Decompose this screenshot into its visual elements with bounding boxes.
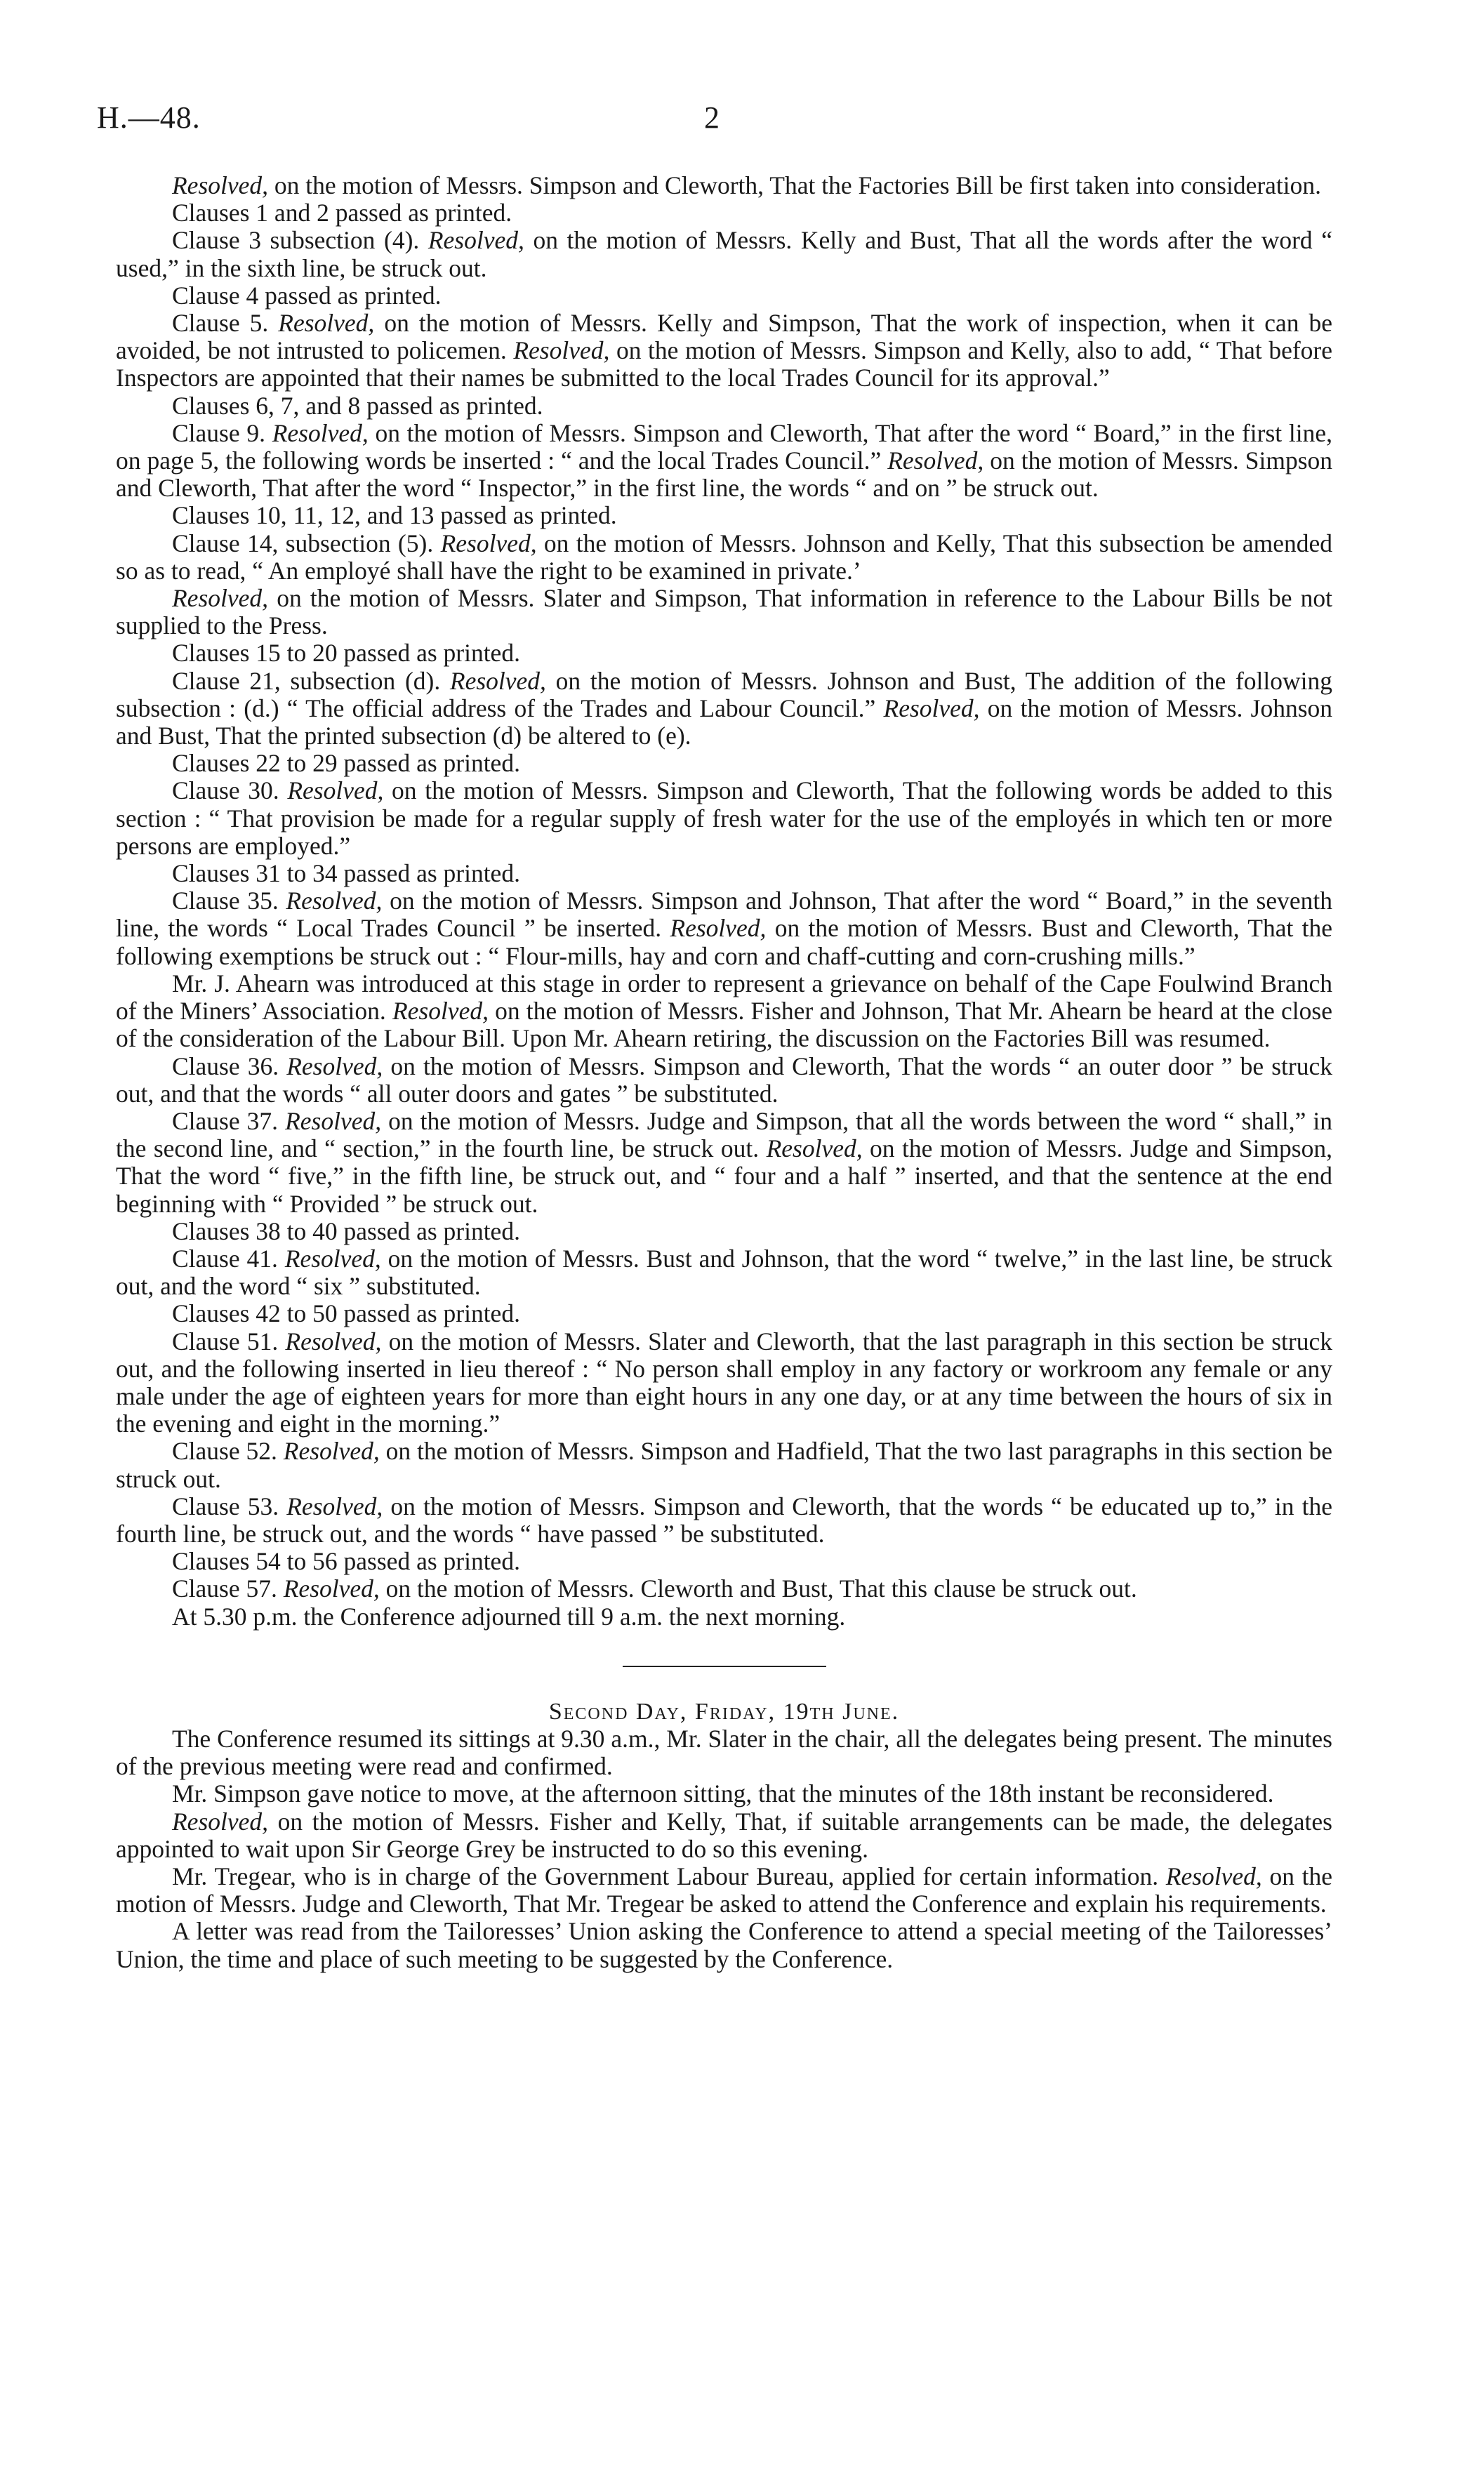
resolved-lead: Resolved,	[286, 887, 383, 915]
resolved-lead: Resolved,	[284, 1244, 381, 1273]
resolved-lead: Resolved,	[283, 1574, 380, 1603]
paragraph-text: on the motion of Messrs. Simpson and Cleworth, that the words “ be educated up to,” in the fourth line, be struck out, and the words “ have passed ” be substituted.	[116, 1492, 1332, 1548]
paragraph-text: Mr. Simpson gave notice to move, at the afternoon sitting, that the minutes of the 18th instant be reconsidered.	[172, 1779, 1274, 1808]
clause-prefix: Clause 3 subsection (4).	[172, 226, 428, 255]
paragraph-text: Clauses 6, 7, and 8 passed as printed.	[172, 391, 543, 420]
resolved-lead: Resolved,	[172, 171, 269, 199]
paragraph-text: on the motion of Messrs. Simpson and Cleworth, That after the word “ Board,” in the first line, on page 5, the following words be inserted : “ and the local Trades Council.”	[116, 418, 1332, 475]
paragraph-text: on the motion of Messrs. Simpson and Cleworth, That after the word “ Inspector,” in the first line, the words “ and on ” be struck out.	[116, 446, 1333, 503]
paragraph	[116, 668, 1332, 750]
paragraph	[116, 777, 1332, 860]
resolved-lead: Resolved,	[883, 694, 980, 722]
clause-prefix: Clause 51.	[172, 1327, 286, 1355]
page-number: 2	[704, 100, 720, 135]
document-body	[116, 172, 1332, 1973]
clause-prefix: Clause 41.	[172, 1244, 285, 1273]
paragraph	[116, 282, 1332, 310]
paragraph-text: The Conference resumed its sittings at 9.30 a.m., Mr. Slater in the chair, all the delegates being present. The minutes of the previous meeting were read and confirmed.	[116, 1724, 1332, 1781]
resolved-lead: Resolved,	[440, 529, 537, 557]
resolved-lead: Resolved,	[278, 309, 375, 338]
resolved-lead: Resolved,	[766, 1134, 863, 1163]
resolved-lead: Resolved,	[287, 776, 384, 805]
resolved-lead: Resolved,	[172, 1807, 269, 1836]
paragraph-text: Clauses 15 to 20 passed as printed.	[172, 639, 520, 668]
clause-prefix: Clause 37.	[172, 1106, 286, 1135]
paragraph-text: on the motion of Messrs. Simpson and Kelly, also to add, “ That before Inspectors are appointed that their names be submitted to the local Trades Council for its approval.”	[116, 336, 1333, 392]
paragraph-text: on the motion of Messrs. Johnson and Bust, The addition of the following subsection : (d.) “ The official address of the Trades and Labour Council.”	[116, 666, 1332, 722]
paragraph	[116, 1108, 1332, 1218]
paragraph	[116, 1863, 1332, 1918]
paragraph	[116, 199, 1332, 227]
resolved-lead: Resolved,	[172, 584, 269, 613]
paragraph	[116, 310, 1332, 392]
paragraph-text: At 5.30 p.m. the Conference adjourned till 9 a.m. the next morning.	[172, 1602, 846, 1631]
clause-prefix: Mr. Tregear, who is in charge of the Government Labour Bureau, applied for certain information.	[172, 1862, 1166, 1890]
paragraph-text: on the motion of Messrs. Bust and Cleworth, That the following exemptions be struck out : “ Flour-mills, hay and corn and chaff-cutting and corn-crushing mills.”	[116, 914, 1332, 970]
paragraph-text: on the motion of Messrs. Judge and Simpson, That the word “ five,” in the fifth line, be struck out, and “ four and a half ” inserted, and that the sentence at the end beginning with “ Provided ” be struck out.	[116, 1134, 1332, 1218]
paragraph-text: on the motion of Messrs. Judge and Simpson, that all the words between the word “ shall,” in the second line, and “ section,” in the fourth line, be struck out.	[116, 1106, 1332, 1163]
paragraph	[116, 1548, 1332, 1575]
paragraph	[116, 1438, 1332, 1492]
paragraph-text: on the motion of Messrs. Kelly and Simpson, That the work of inspection, when it can be avoided, be not intrusted to policemen.	[116, 309, 1332, 365]
paragraph-text: Clauses 38 to 40 passed as printed.	[172, 1216, 520, 1245]
paragraph-text: on the motion of Messrs. Judge and Cleworth, That Mr. Tregear be asked to attend the Conference and explain his requirements.	[116, 1862, 1332, 1918]
resolved-lead: Resolved,	[1165, 1862, 1262, 1890]
paragraph-text: A letter was read from the Tailoresses’ Union asking the Conference to attend a special meeting of the Tailoresses’ Union, the time and place of such meeting to be suggested by the Conference.	[116, 1917, 1332, 1973]
paragraph-text: on the motion of Messrs. Cleworth and Bust, That this clause be struck out.	[379, 1574, 1137, 1603]
paragraph	[116, 420, 1332, 503]
paragraph-text: Clauses 10, 11, 12, and 13 passed as printed.	[172, 501, 617, 530]
paragraph	[116, 1603, 1332, 1631]
paragraph	[116, 860, 1332, 887]
clause-prefix: Clause 52.	[172, 1437, 284, 1466]
paragraph	[116, 1053, 1332, 1108]
paragraph	[116, 1725, 1332, 1780]
paragraph-text: on the motion of Messrs. Simpson and Cleworth, That the following words be added to this section : “ That provision be made for a regular supply of fresh water for the use of the employés in which ten or more persons are employed.”	[116, 776, 1333, 860]
paragraph	[116, 227, 1332, 281]
paragraph	[116, 1328, 1332, 1438]
paragraph-text: on the motion of Messrs. Simpson and Hadfield, That the two last paragraphs in this section be struck out.	[116, 1437, 1333, 1493]
paragraph	[116, 970, 1332, 1053]
resolved-lead: Resolved,	[392, 997, 489, 1026]
resolved-lead: Resolved,	[283, 1437, 380, 1466]
resolved-lead: Resolved,	[286, 1052, 383, 1080]
resolved-lead: Resolved,	[513, 336, 610, 365]
resolved-lead: Resolved,	[887, 446, 984, 475]
resolved-lead: Resolved,	[285, 1106, 382, 1135]
paragraph	[116, 172, 1332, 199]
clause-prefix: Clause 5.	[172, 309, 279, 338]
paragraph-text: on the motion of Messrs. Bust and Johnson, that the word “ twelve,” in the last line, be struck out, and the word “ six ” substituted.	[116, 1244, 1333, 1301]
resolved-lead: Resolved,	[272, 418, 369, 447]
paragraph	[116, 887, 1332, 970]
paragraph	[116, 1575, 1332, 1603]
resolved-lead: Resolved,	[285, 1327, 382, 1355]
page-header	[97, 100, 1332, 142]
paragraph-text: Clauses 42 to 50 passed as printed.	[172, 1299, 520, 1328]
section-heading: Second Day, Friday, 19th June.	[548, 1698, 900, 1725]
clause-prefix: Clause 36.	[172, 1052, 287, 1080]
paragraph-text: Clauses 1 and 2 passed as printed.	[172, 199, 512, 227]
clause-prefix: Clause 53.	[172, 1492, 287, 1520]
paragraph-text: on the motion of Messrs. Slater and Simpson, That information in reference to the Labour Bills be not supplied to the Press.	[116, 584, 1332, 640]
clause-prefix: Mr. J. Ahearn was introduced at this stage in order to represent a grievance on behalf of the Cape Foulwind Branch of the Miners’ Association.	[116, 969, 1332, 1026]
paragraph	[116, 530, 1332, 585]
resolved-lead: Resolved,	[449, 666, 546, 695]
paragraph	[116, 750, 1332, 777]
paragraph-text: Clauses 54 to 56 passed as printed.	[172, 1547, 520, 1576]
paragraph	[116, 1493, 1332, 1548]
paragraph	[116, 502, 1332, 529]
paragraph-text: on the motion of Messrs. Johnson and Bust, That the printed subsection (d) be altered to (e).	[116, 694, 1333, 750]
paragraph	[116, 392, 1332, 420]
clause-prefix: Clause 21, subsection (d).	[172, 666, 450, 695]
paragraph-text: on the motion of Messrs. Slater and Cleworth, that the last paragraph in this section be struck out, and the following inserted in lieu thereof : “ No person shall employ in any factory or workroom any female or any male under the age of eighteen years for more than eight hours in any one day, or at any time between the hours of six in the evening and eight in the morning.”	[116, 1327, 1332, 1438]
paragraph-text: Clauses 22 to 29 passed as printed.	[172, 749, 520, 778]
clause-prefix: Clause 35.	[172, 887, 286, 915]
paragraph-text: on the motion of Messrs. Fisher and Johnson, That Mr. Ahearn be heard at the close of the consideration of the Labour Bill. Upon Mr. Ahearn retiring, the discussion on the Factories Bill was resumed.	[116, 997, 1332, 1053]
clause-prefix: Clause 30.	[172, 776, 288, 805]
paragraph	[116, 1300, 1332, 1327]
clause-prefix: Clause 14, subsection (5).	[172, 529, 441, 557]
clause-prefix: Clause 57.	[172, 1574, 284, 1603]
resolved-lead: Resolved,	[286, 1492, 383, 1520]
clause-prefix: Clause 9.	[172, 418, 272, 447]
paragraph	[116, 1218, 1332, 1245]
section-divider	[623, 1666, 826, 1667]
paragraph-text: on the motion of Messrs. Fisher and Kelly, That, if suitable arrangements can be made, the delegates appointed to wait upon Sir George Grey be instructed to do so this evening.	[116, 1807, 1332, 1863]
paragraph-text: on the motion of Messrs. Simpson and Cleworth, That the Factories Bill be first taken into consideration.	[268, 171, 1322, 199]
paragraph-text: on the motion of Messrs. Simpson and Johnson, That after the word “ Board,” in the seventh line, the words “ Local Trades Council ” be inserted.	[116, 887, 1332, 943]
paragraph	[116, 585, 1332, 639]
paragraph	[116, 1245, 1332, 1300]
paragraph-text: on the motion of Messrs. Kelly and Bust, That all the words after the word “ used,” in the sixth line, be struck out.	[116, 226, 1332, 282]
paragraph	[116, 1808, 1332, 1863]
paragraph	[116, 1918, 1332, 1972]
resolved-lead: Resolved,	[428, 226, 524, 255]
paragraph-text: Clauses 31 to 34 passed as printed.	[172, 859, 520, 888]
paragraph	[116, 1780, 1332, 1808]
paragraph-text: on the motion of Messrs. Johnson and Kelly, That this subsection be amended so as to read, “ An employé shall have the right to be examined in private.’	[116, 529, 1332, 585]
paragraph-text: Clause 4 passed as printed.	[172, 281, 442, 310]
paragraph	[116, 639, 1332, 667]
paragraph-text: on the motion of Messrs. Simpson and Cleworth, That the words “ an outer door ” be struck out, and that the words “ all outer doors and gates ” be substituted.	[116, 1052, 1333, 1108]
document-reference: H.—48.	[97, 100, 201, 135]
resolved-lead: Resolved,	[670, 914, 767, 943]
